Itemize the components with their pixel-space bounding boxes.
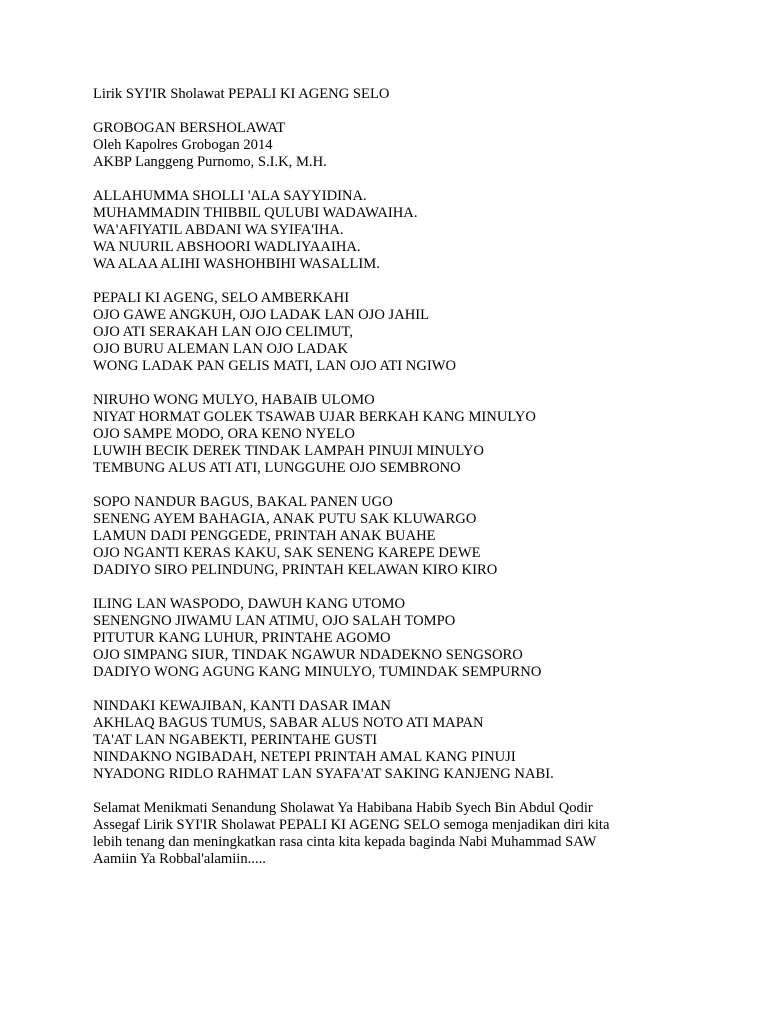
stanza-line: ILING LAN WASPODO, DAWUH KANG UTOMO bbox=[93, 596, 406, 612]
stanza-line: PEPALI KI AGENG, SELO AMBERKAHI bbox=[93, 290, 350, 306]
stanza-5 bbox=[93, 596, 743, 681]
stanza-line: SOPO NANDUR BAGUS, BAKAL PANEN UGO bbox=[93, 494, 393, 510]
stanza-3 bbox=[93, 392, 743, 477]
stanza-line: WA NUURIL ABSHOORI WADLIYAAIHA. bbox=[93, 239, 361, 255]
stanza-4 bbox=[93, 494, 743, 579]
stanza-line: OJO GAWE ANGKUH, OJO LADAK LAN OJO JAHIL bbox=[93, 307, 430, 323]
stanza-line: TA'AT LAN NGABEKTI, PERINTAHE GUSTI bbox=[93, 732, 378, 748]
stanza-line: NINDAKI KEWAJIBAN, KANTI DASAR IMAN bbox=[93, 698, 391, 714]
stanza-line: PITUTUR KANG LUHUR, PRINTAHE AGOMO bbox=[93, 630, 391, 646]
stanza-line: SENENGNO JIWAMU LAN ATIMU, OJO SALAH TOMPO bbox=[93, 613, 456, 629]
header-org: GROBOGAN BERSHOLAWAT bbox=[93, 120, 286, 136]
header-block bbox=[93, 120, 743, 171]
stanza-line: WA'AFIYATIL ABDANI WA SYIFA'IHA. bbox=[93, 222, 344, 238]
stanza-line: WA ALAA ALIHI WASHOHBIHI WASALLIM. bbox=[93, 256, 380, 272]
spacer bbox=[93, 477, 743, 494]
closing-paragraph bbox=[93, 800, 743, 868]
stanza-line: NYADONG RIDLO RAHMAT LAN SYAFA'AT SAKING KANJENG NABI. bbox=[93, 766, 554, 782]
spacer bbox=[93, 783, 743, 800]
stanza-line: LAMUN DADI PENGGEDE, PRINTAH ANAK BUAHE bbox=[93, 528, 436, 544]
closing-line: Selamat Menikmati Senandung Sholawat Ya Habibana Habib Syech Bin Abdul Qodir bbox=[93, 800, 593, 816]
document-title: Lirik SYI'IR Sholawat PEPALI KI AGENG SELO bbox=[93, 86, 390, 102]
stanza-line: NIRUHO WONG MULYO, HABAIB ULOMO bbox=[93, 392, 375, 408]
stanza-line: TEMBUNG ALUS ATI ATI, LUNGGUHE OJO SEMBRONO bbox=[93, 460, 461, 476]
stanza-line: LUWIH BECIK DEREK TINDAK LAMPAH PINUJI MINULYO bbox=[93, 443, 484, 459]
stanza-line: DADIYO SIRO PELINDUNG, PRINTAH KELAWAN KIRO KIRO bbox=[93, 562, 498, 578]
stanza-line: OJO SIMPANG SIUR, TINDAK NGAWUR NDADEKNO SENGSORO bbox=[93, 647, 523, 663]
closing-line: lebih tenang dan meningkatkan rasa cinta kita kepada baginda Nabi Muhammad SAW bbox=[93, 834, 597, 850]
stanza-line: WONG LADAK PAN GELIS MATI, LAN OJO ATI NGIWO bbox=[93, 358, 457, 374]
stanza-2 bbox=[93, 290, 743, 375]
spacer bbox=[93, 103, 743, 120]
stanza-line: AKHLAQ BAGUS TUMUS, SABAR ALUS NOTO ATI MAPAN bbox=[93, 715, 484, 731]
stanza-line: SENENG AYEM BAHAGIA, ANAK PUTU SAK KLUWARGO bbox=[93, 511, 477, 527]
document-page bbox=[93, 86, 743, 868]
header-author: AKBP Langgeng Purnomo, S.I.K, M.H. bbox=[93, 154, 327, 170]
closing-line: Aamiin Ya Robbal'alamiin..... bbox=[93, 851, 266, 867]
stanza-line: OJO BURU ALEMAN LAN OJO LADAK bbox=[93, 341, 348, 357]
stanza-6 bbox=[93, 698, 743, 783]
stanza-line: MUHAMMADIN THIBBIL QULUBI WADAWAIHA. bbox=[93, 205, 418, 221]
stanza-line: NIYAT HORMAT GOLEK TSAWAB UJAR BERKAH KANG MINULYO bbox=[93, 409, 536, 425]
stanza-line: ALLAHUMMA SHOLLI 'ALA SAYYIDINA. bbox=[93, 188, 367, 204]
spacer bbox=[93, 375, 743, 392]
stanza-line: OJO ATI SERAKAH LAN OJO CELIMUT, bbox=[93, 324, 353, 340]
stanza-line: NINDAKNO NGIBADAH, NETEPI PRINTAH AMAL KANG PINUJI bbox=[93, 749, 516, 765]
spacer bbox=[93, 273, 743, 290]
stanza-1 bbox=[93, 188, 743, 273]
stanza-line: OJO SAMPE MODO, ORA KENO NYELO bbox=[93, 426, 355, 442]
spacer bbox=[93, 171, 743, 188]
closing-line: Assegaf Lirik SYI'IR Sholawat PEPALI KI AGENG SELO semoga menjadikan diri kita bbox=[93, 817, 610, 833]
header-by: Oleh Kapolres Grobogan 2014 bbox=[93, 137, 273, 153]
spacer bbox=[93, 681, 743, 698]
stanza-line: OJO NGANTI KERAS KAKU, SAK SENENG KAREPE DEWE bbox=[93, 545, 481, 561]
spacer bbox=[93, 579, 743, 596]
stanza-line: DADIYO WONG AGUNG KANG MINULYO, TUMINDAK SEMPURNO bbox=[93, 664, 542, 680]
